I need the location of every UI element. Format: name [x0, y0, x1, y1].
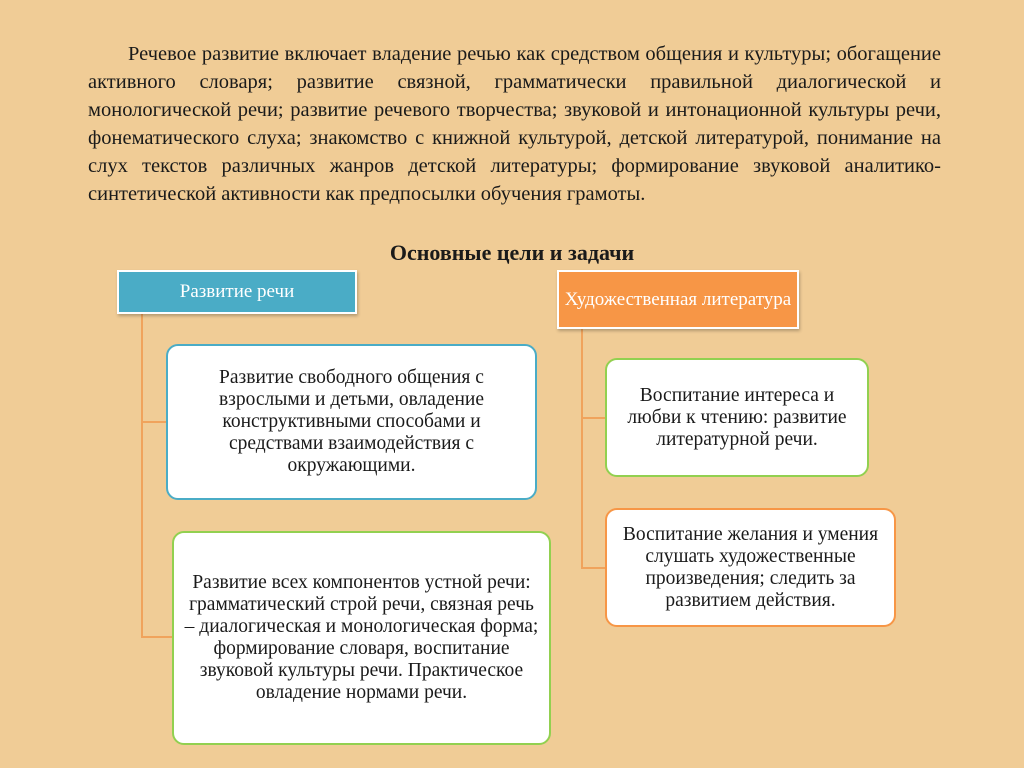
speech-goal-communication [166, 344, 537, 500]
speech-goal-oral-components [172, 531, 551, 745]
speech-goal-communication-text: Развитие свободного общения с взрослыми и детьми, овладение конструктивными способами и средствами взаимодействия с окружающими. [218, 367, 485, 476]
fiction-literature-header: Художественная литература [557, 270, 799, 329]
speech-goal-oral-components-text: Развитие всех компонентов устной речи: грамматический строй речи, связная речь – диалогическая и монологическая форма; формирование словаря, воспитание звуковой культуры речи. Практическое овладение нормами речи. [184, 572, 539, 703]
literature-goal-listening-text: Воспитание желания и умения слушать художественные произведения; следить за развитием действия. [622, 523, 879, 611]
literature-goal-reading-interest [605, 358, 869, 477]
section-heading: Основные цели и задачи [389, 240, 635, 265]
intro-paragraph: Речевое развитие включает владение речью как средством общения и культуры; обогащение активного словаря; развитие связной, грамматически правильной диалогической и монологической речи; развитие речевого творчества; звуковой и интонационной культуры речи, фонематического слуха; знакомство с книжной культурой, детской литературой, понимание на слух текстов различных жанров детской литературы; формирование звуковой аналитико-синтетической активности как предпосылки обучения грамоты. [88, 43, 941, 205]
speech-development-header: Развитие речи [117, 270, 357, 314]
literature-goal-listening [605, 508, 896, 627]
literature-connector [582, 329, 605, 568]
literature-goal-reading-interest-text: Воспитание интереса и любви к чтению: развитие литературной речи. [627, 384, 847, 450]
